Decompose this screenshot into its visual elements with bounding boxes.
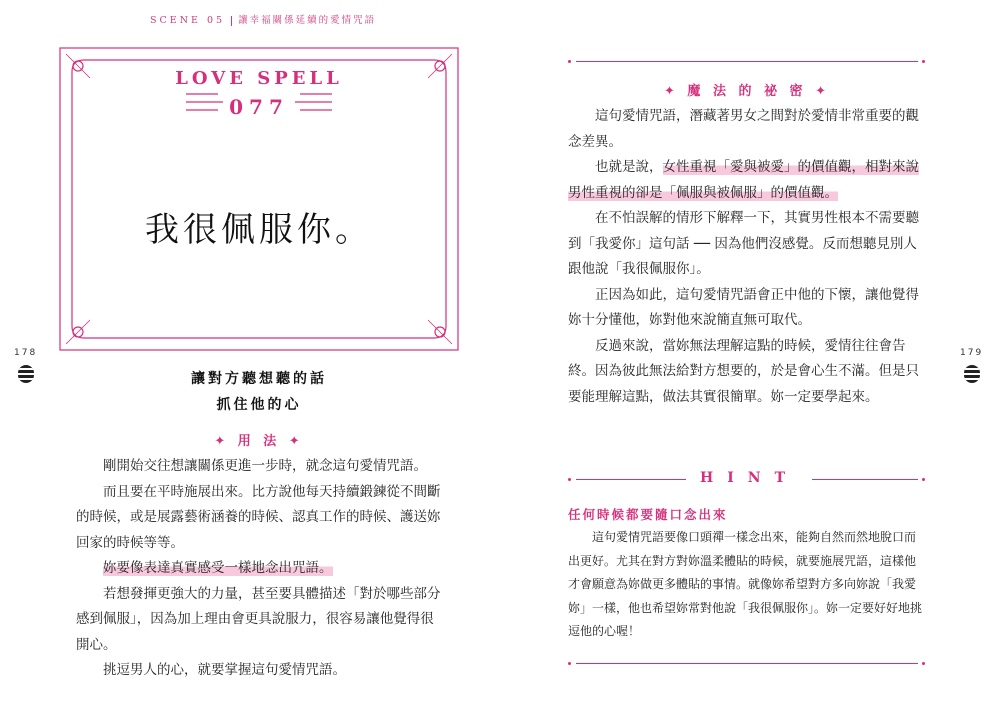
rule-dot (922, 478, 925, 481)
usage-highlight: 妳要像表達真實感受一樣地念出咒語。 (103, 560, 333, 576)
top-rule (576, 61, 918, 62)
usage-body (76, 454, 442, 684)
usage-paragraph: 而且要在平時施展出來。比方說他每天持續鍛鍊從不間斷的時候，或是展露藝術涵養的時候、認真工作的時候、護送妳回家的時候等等。 (76, 483, 441, 551)
secret-lead: 也就是說， (595, 159, 663, 175)
usage-title: ✦ 用 法 ✦ (214, 434, 304, 449)
hint-label: HINT (700, 470, 799, 486)
ornate-frame-border (58, 46, 460, 352)
running-header (150, 12, 510, 26)
usage-paragraph: 剛開始交往想讓關係更進一步時，就念這句愛情咒語。 (103, 458, 427, 474)
hint-paragraph: 這句愛情咒語要像口頭禪一樣念出來，能夠自然而然地脫口而出更好。尤其在對方對妳溫柔體貼的時候，就要施展咒語，這樣他才會願意為妳做更多體貼的事情。就像妳希望對方多向妳說「我愛妳」一樣，他也希望妳常對他說「我很佩服你」。妳一定要好好地挑逗他的心喔！ (568, 530, 923, 638)
chapter-title: 讓幸福關係延續的愛情咒語 (238, 15, 377, 26)
secret-body (568, 104, 926, 410)
hint-rule-right (812, 479, 918, 480)
usage-paragraph: 若想發揮更強大的力量，甚至要具體描述「對於哪些部分感到佩服」，因為加上理由會更具說服力，很容易讓他覺得很開心。 (76, 585, 441, 653)
rule-dot (922, 662, 925, 665)
subtitle-line-2: 抓住他的心 (216, 397, 302, 413)
page-number-right: 179 (960, 348, 984, 358)
scene-label: SCENE 05 (150, 15, 226, 26)
hint-subtitle: 任何時候都要隨口念出來 (568, 507, 728, 522)
rule-dot (568, 662, 571, 665)
secret-paragraph: 正因為如此，這句愛情咒語會正中他的下懷，讓他覺得妳十分懂他，妳對他來說簡直無可取代。 (568, 286, 919, 328)
header-divider (231, 16, 232, 26)
secret-title: ✦ 魔 法 的 祕 密 ✦ (664, 84, 830, 99)
secret-paragraph (568, 155, 926, 206)
rule-dot (568, 478, 571, 481)
thumb-tab-left (18, 365, 34, 383)
secret-paragraph: 反過來說，當妳無法理解這點的時候，愛情往往會告終。因為彼此無法給對方想要的，於是會心生不滿。但是只要能理解這點，做法其實很簡單。妳一定要學起來。 (568, 337, 919, 405)
hint-body (568, 526, 926, 644)
thumb-tab-right (964, 365, 980, 383)
spell-title: LOVE SPELL (175, 68, 343, 89)
secret-highlight: 女性重視「愛與被愛」的價值觀，相對來說男性重視的卻是「佩服與被佩服」的價值觀。 (568, 159, 919, 201)
spell-number: 077 (229, 95, 289, 119)
rule-dot (568, 60, 571, 63)
rule-dot (922, 60, 925, 63)
subtitle-line-1: 讓對方聽想聽的話 (191, 371, 327, 387)
secret-paragraph: 在不怕誤解的情形下解釋一下，其實男性根本不需要聽到「我愛你」這句話 ── 因為他們沒感覺。反而想聽見別人跟他說「我很佩服你」。 (568, 210, 919, 277)
secret-paragraph: 這句愛情咒語，潛藏著男女之間對於愛情非常重要的觀念差異。 (568, 108, 919, 150)
usage-paragraph: 挑逗男人的心，就要掌握這句愛情咒語。 (103, 662, 346, 678)
spell-text: 我很佩服你。 (145, 210, 373, 250)
bottom-rule (576, 663, 918, 664)
spell-frame (58, 46, 460, 352)
page-number-left: 178 (14, 348, 38, 358)
usage-paragraph (76, 556, 442, 582)
hint-rule-left (576, 479, 686, 480)
